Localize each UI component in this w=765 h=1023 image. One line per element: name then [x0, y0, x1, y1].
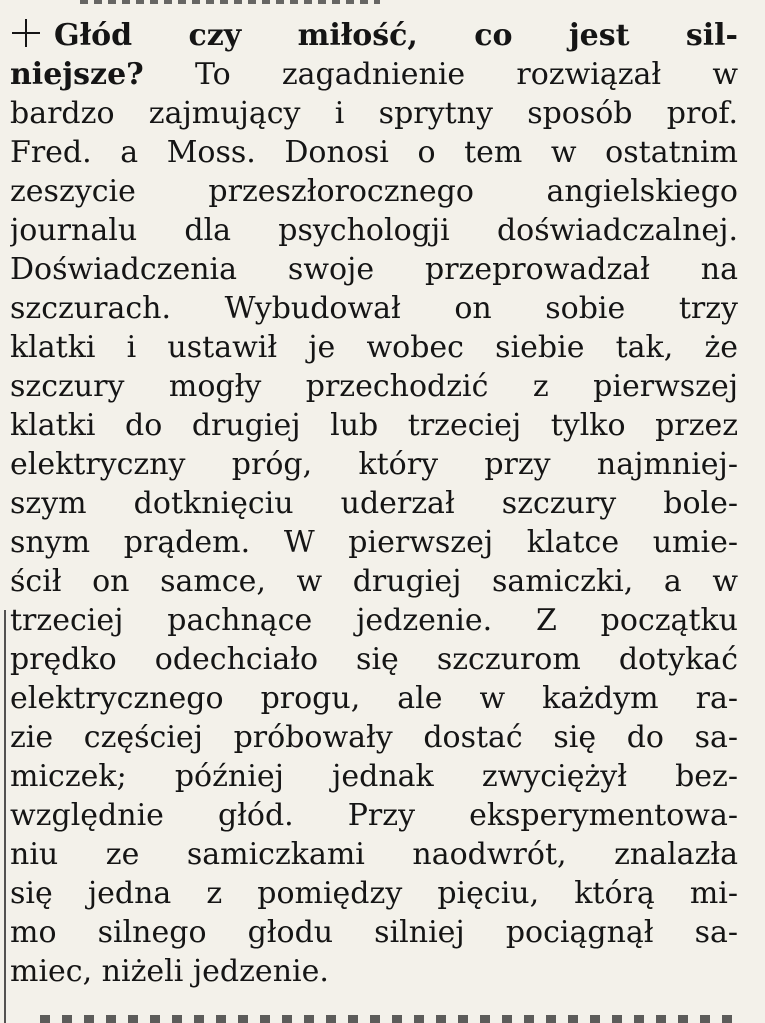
article-line: mo silnego głodu silniej pociągnął sa- — [10, 915, 738, 950]
article — [10, 16, 738, 991]
headline: Głód czy miłość, co jest sil- — [54, 18, 738, 53]
article-line: klatki i ustawił je wobec siebie tak, że — [10, 330, 738, 365]
article-line: klatki do drugiej lub trzeciej tylko przez — [10, 408, 738, 443]
article-line: szym dotknięciu uderzał szczury bole- — [10, 486, 738, 521]
article-line: zeszycie przeszłorocznego angielskiego — [10, 174, 738, 209]
cropped-next-line — [40, 1015, 740, 1023]
article-line: journalu dla psychologji doświadczalnej. — [10, 213, 738, 248]
article-line: snym prądem. W pierwszej klatce umie- — [10, 525, 738, 560]
article-line: bardzo zajmujący i sprytny sposób prof. — [10, 96, 738, 131]
article-line: miczek; później jednak zwyciężył bez- — [10, 759, 738, 794]
article-line — [10, 55, 738, 94]
article-line: szczurach. Wybudował on sobie trzy — [10, 291, 738, 326]
article-line: Doświadczenia swoje przeprowadzał na — [10, 252, 738, 287]
article-text: To zagadnienie rozwiązał w — [194, 57, 738, 92]
headline-continuation: niejsze? — [10, 57, 144, 92]
cropped-previous-line — [80, 0, 380, 4]
article-line: prędko odechciało się szczurom dotykać — [10, 642, 738, 677]
article-line: zie częściej próbowały dostać się do sa- — [10, 720, 738, 755]
column-rule — [4, 610, 6, 1023]
article-line: Fred. a Moss. Donosi o tem w ostatnim — [10, 135, 738, 170]
headline-line — [10, 16, 738, 55]
cross-icon — [10, 17, 42, 49]
article-line: ścił on samce, w drugiej samiczki, a w — [10, 564, 738, 599]
article-line-last: miec, niżeli jedzenie. — [10, 954, 329, 989]
article-line: trzeciej pachnące jedzenie. Z początku — [10, 603, 738, 638]
article-line: względnie głód. Przy eksperymentowa- — [10, 798, 738, 833]
article-line: elektryczny próg, który przy najmniej- — [10, 447, 738, 482]
article-line: się jedna z pomiędzy pięciu, którą mi- — [10, 876, 738, 911]
article-line: niu ze samiczkami naodwrót, znalazła — [10, 837, 738, 872]
article-line: elektrycznego progu, ale w każdym ra- — [10, 681, 738, 716]
article-line: szczury mogły przechodzić z pierwszej — [10, 369, 738, 404]
